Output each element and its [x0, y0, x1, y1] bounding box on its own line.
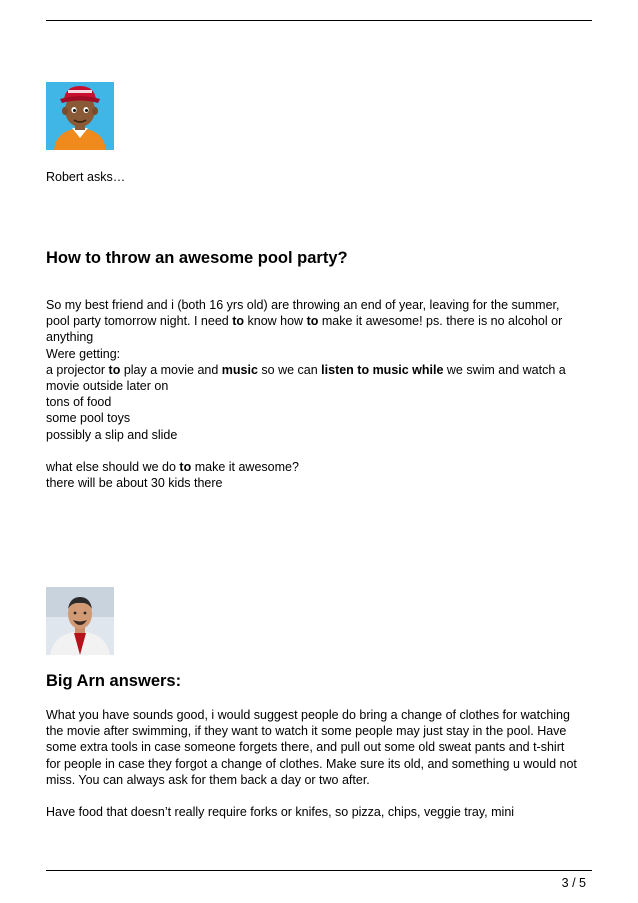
asker-avatar	[46, 82, 114, 150]
blank-line	[46, 443, 594, 459]
question-line: a projector to play a movie and music so we can listen to music while we swim and watch a	[46, 362, 566, 377]
question-line: tons of food	[46, 395, 112, 410]
question-line: what else should we do to make it awesome?	[46, 460, 299, 475]
question-line: some pool toys	[46, 411, 131, 426]
answer-line: What you have sounds good, i would suggest people do bring a change of clothes for watching	[46, 708, 570, 722]
answer-line: some extra tools in case someone forgets there, and pull out some old sweat pants and t-shirt	[46, 740, 565, 755]
cartoon-avatar-icon	[46, 82, 114, 150]
question-line: So my best friend and i (both 16 yrs old) are throwing an end of year, leaving for the summer,	[46, 298, 560, 312]
person-photo-icon	[46, 587, 114, 655]
question-line: Were getting:	[46, 346, 121, 361]
question-line: there will be about 30 kids there	[46, 476, 223, 491]
answer-line: miss. You can always ask for them back a day or two after.	[46, 772, 370, 787]
answer-line: for people in case they forgot a change of clothes. Make sure its old, and something u would not	[46, 756, 577, 771]
question-body	[46, 297, 594, 491]
answerer-avatar	[46, 587, 114, 655]
answer-title: Big Arn answers:	[46, 672, 182, 690]
question-line: anything	[46, 330, 94, 345]
header-rule	[46, 20, 592, 21]
footer-rule	[46, 870, 592, 871]
question-line: pool party tomorrow night. I need to know how to make it awesome! ps. there is no alcohol or	[46, 314, 563, 329]
answer-line: Have food that doesn’t really require forks or knifes, so pizza, chips, veggie tray, mini	[46, 805, 515, 820]
page-number: 3 / 5	[561, 876, 586, 890]
answer-body	[46, 707, 594, 820]
question-line: movie outside later on	[46, 379, 169, 394]
answer-line: the movie after swimming, if they want to watch it some people may just stay in the pool. Have	[46, 724, 567, 739]
blank-line	[46, 788, 594, 804]
question-line: possibly a slip and slide	[46, 427, 178, 442]
question-title: How to throw an awesome pool party?	[46, 249, 348, 267]
asker-name: Robert asks…	[46, 170, 126, 184]
